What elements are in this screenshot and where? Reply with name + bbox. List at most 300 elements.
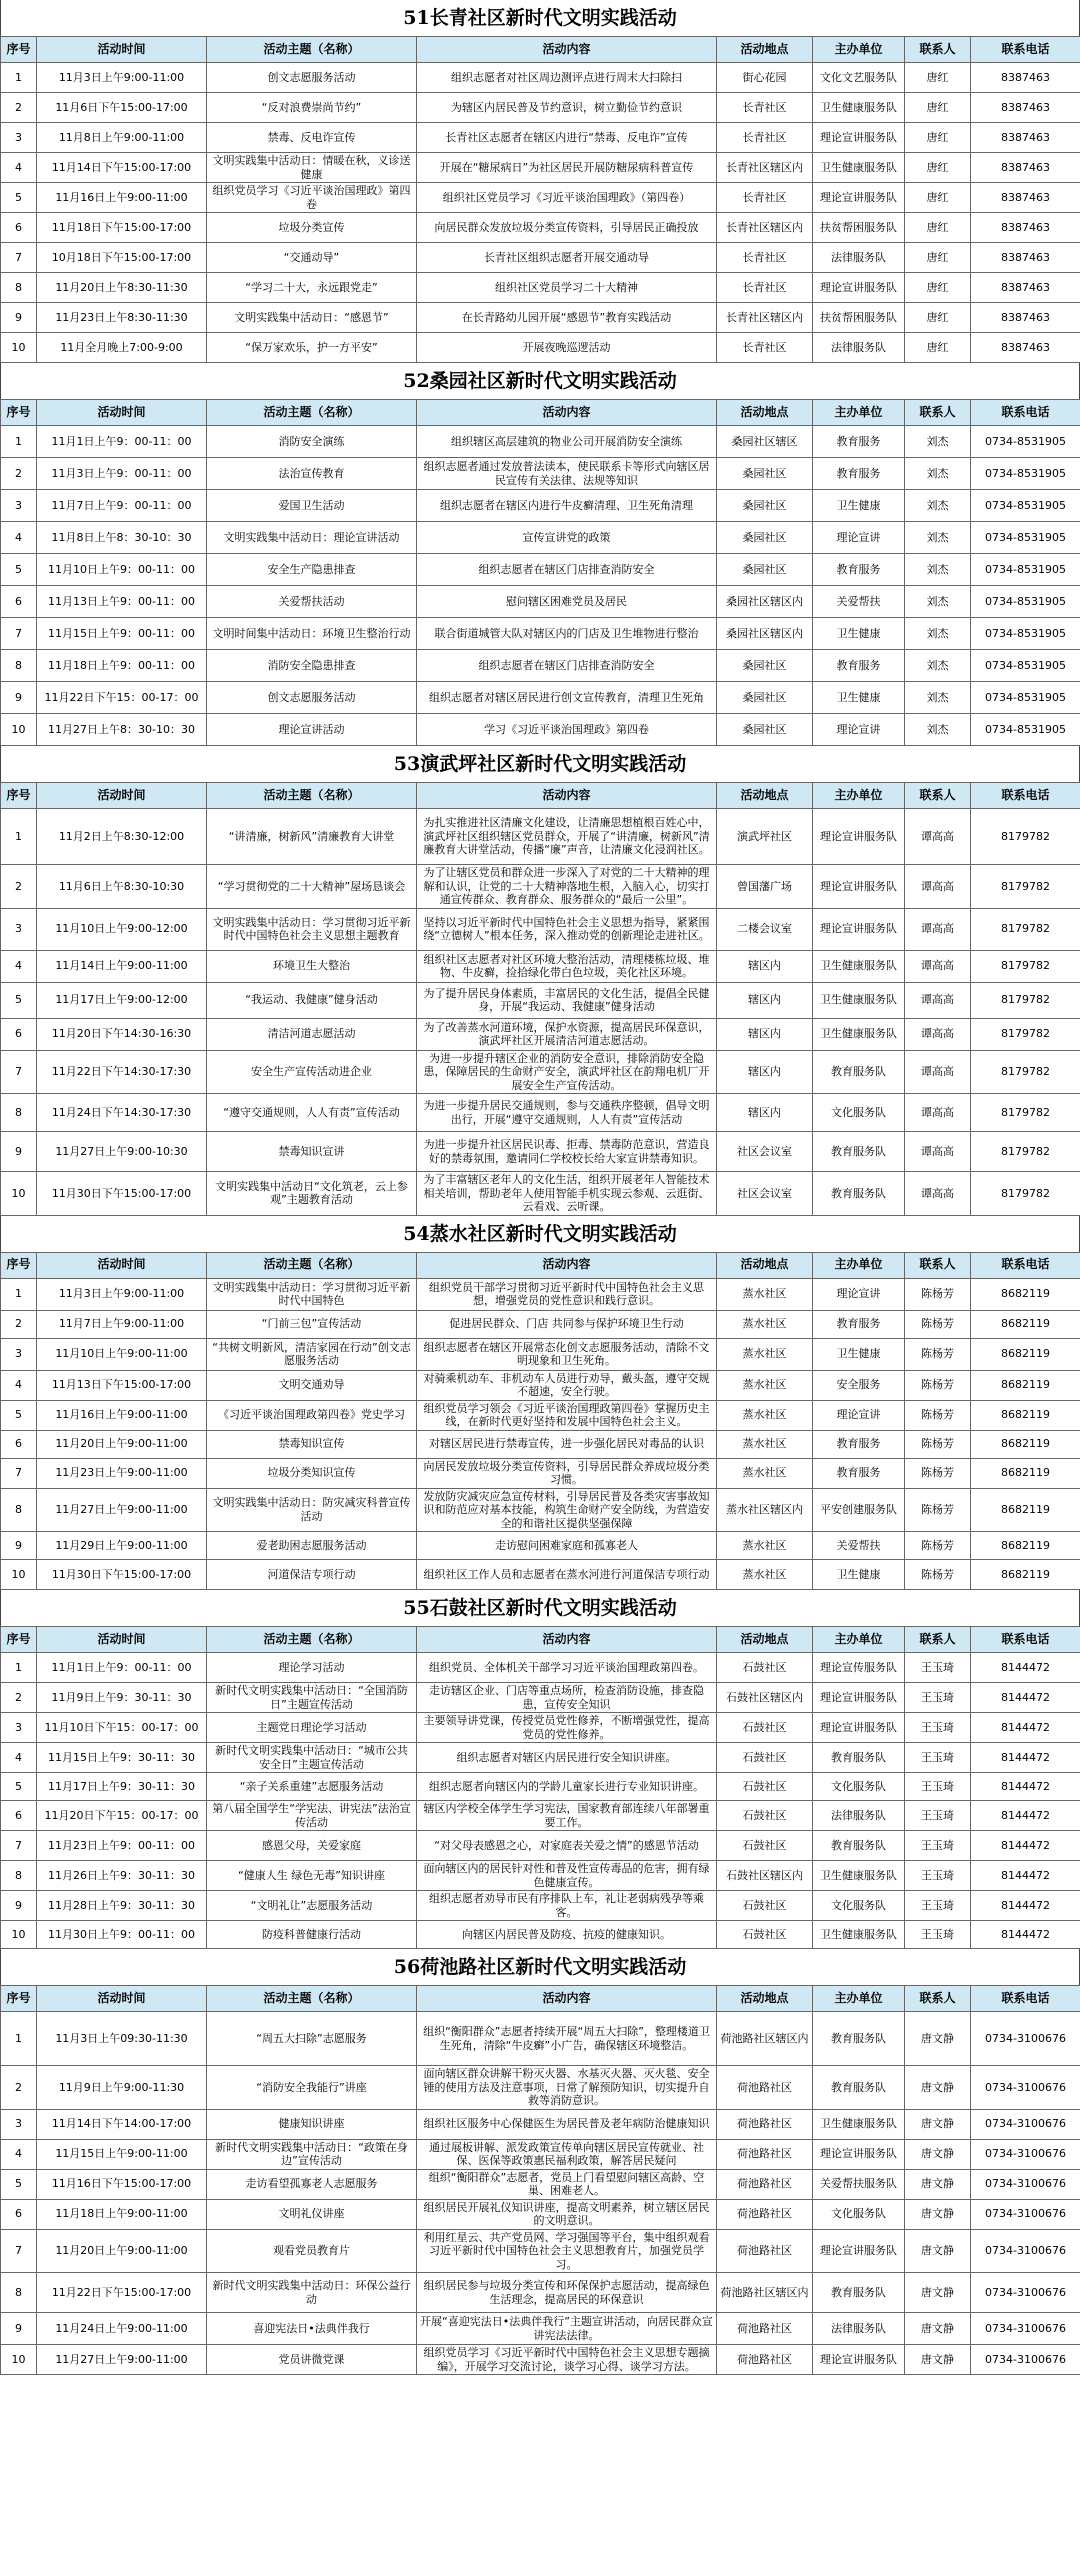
table-cell: 8179782 [971, 1132, 1080, 1172]
table-cell: 理论宣讲服务队 [813, 183, 905, 213]
table-row [1, 123, 1080, 153]
table-cell: 8682119 [971, 1560, 1080, 1590]
table-cell: 陈杨芳 [905, 1560, 971, 1590]
table-cell: 11月23日上午9：00-11：00 [37, 1831, 207, 1861]
table-cell: “学习贯彻党的二十大精神”屋场恳谈会 [207, 865, 417, 909]
table-cell: 组织党员学习《习近平新时代中国特色社会主义思想专题摘编》，开展学习交流讨论，谈学习心得、谈学习方法。 [417, 2345, 717, 2375]
table-cell: 谭高高 [905, 950, 971, 982]
column-header: 主办单位 [813, 400, 905, 426]
table-cell: 11月17日上午9:00-12:00 [37, 982, 207, 1018]
table-row [1, 458, 1080, 490]
table-cell: 走访慰问困难家庭和孤寡老人 [417, 1532, 717, 1560]
table-cell: 8179782 [971, 1172, 1080, 1216]
column-header: 活动时间 [37, 1627, 207, 1653]
table-cell: 2 [1, 865, 37, 909]
table-cell: 8682119 [971, 1278, 1080, 1310]
table-cell: 主要领导讲党课，传授党员党性修养，不断增强党性，提高党员的党性修养。 [417, 1713, 717, 1743]
column-header: 活动时间 [37, 1986, 207, 2012]
table-cell: 为了让辖区党员和群众进一步深入了对党的二十大精神的理解和认识，让党的二十大精神落地生根，入脑入心，切实打通宣传群众、教育群众、服务群众的“最后一公里”。 [417, 865, 717, 909]
table-cell: 教育服务队 [813, 2012, 905, 2066]
table-header-row [1, 37, 1080, 63]
table-cell: 6 [1, 2199, 37, 2229]
table-cell: 陈杨芳 [905, 1532, 971, 1560]
table-cell: 教育服务 [813, 458, 905, 490]
table-row [1, 2229, 1080, 2273]
table-cell: 11月7日上午9：00-11：00 [37, 490, 207, 522]
table-cell: 8387463 [971, 303, 1080, 333]
table-row [1, 243, 1080, 273]
table-cell: 感恩父母，关爱家庭 [207, 1831, 417, 1861]
table-cell: 扶贫帮困服务队 [813, 213, 905, 243]
table-row [1, 1400, 1080, 1430]
table-cell: 8387463 [971, 183, 1080, 213]
table-header-row [1, 1986, 1080, 2012]
column-header: 活动主题（名称） [207, 1252, 417, 1278]
table-cell: 法律服务队 [813, 2313, 905, 2345]
table-cell: 11月18日下午15:00-17:00 [37, 213, 207, 243]
table-cell: 面向辖区内的居民针对性和普及性宣传毒品的危害，拥有绿色健康宣传。 [417, 1861, 717, 1891]
table-cell: 10月18日下午15:00-17:00 [37, 243, 207, 273]
table-cell: 理论宣讲服务队 [813, 1683, 905, 1713]
table-cell: 2 [1, 1310, 37, 1338]
table-cell: 0734-8531905 [971, 586, 1080, 618]
table-cell: 创文志愿服务活动 [207, 682, 417, 714]
table-cell: 刘杰 [905, 458, 971, 490]
table-cell: 文明实践集中活动日：防灾减灾科普宣传活动 [207, 1488, 417, 1532]
table-cell: 王玉琦 [905, 1713, 971, 1743]
column-header: 主办单位 [813, 37, 905, 63]
table-cell: 陈杨芳 [905, 1400, 971, 1430]
table-cell: 荷池路社区 [717, 2109, 813, 2139]
table-cell: 刘杰 [905, 618, 971, 650]
table-cell: 文化文艺服务队 [813, 63, 905, 93]
table-cell: 8179782 [971, 1018, 1080, 1050]
table-cell: 4 [1, 1370, 37, 1400]
table-cell: 防疫科普健康行活动 [207, 1921, 417, 1949]
table-cell: 王玉琦 [905, 1683, 971, 1713]
table-cell: 4 [1, 950, 37, 982]
table-cell: 组织志愿者在辖区门店排查消防安全 [417, 554, 717, 586]
table-cell: 7 [1, 243, 37, 273]
column-header: 活动主题（名称） [207, 400, 417, 426]
table-cell: 《习近平谈治国理政第四卷》党史学习 [207, 1400, 417, 1430]
table-cell: 法律服务队 [813, 243, 905, 273]
table-cell: “反对浪费崇尚节约” [207, 93, 417, 123]
table-cell: 3 [1, 1713, 37, 1743]
table-cell: 桑园社区 [717, 490, 813, 522]
table-cell: 王玉琦 [905, 1861, 971, 1891]
table-row [1, 153, 1080, 183]
column-header: 活动地点 [717, 1627, 813, 1653]
table-row [1, 809, 1080, 865]
table-cell: 卫生健康服务队 [813, 982, 905, 1018]
table-cell: 开展“喜迎宪法日•法典伴我行”主题宣讲活动，向居民群众宣讲宪法法律。 [417, 2313, 717, 2345]
table-row [1, 426, 1080, 458]
column-header: 活动主题（名称） [207, 783, 417, 809]
table-cell: 河道保洁专项行动 [207, 1560, 417, 1590]
table-cell: 6 [1, 586, 37, 618]
table-cell: 4 [1, 153, 37, 183]
table-cell: 3 [1, 908, 37, 950]
table-cell: 新时代文明实践集中活动日：环保公益行动 [207, 2273, 417, 2313]
table-cell: 石鼓社区 [717, 1743, 813, 1773]
table-cell: 理论宣讲服务队 [813, 908, 905, 950]
table-cell: 8682119 [971, 1488, 1080, 1532]
table-cell: 11月27日上午8：30-10：30 [37, 714, 207, 746]
table-cell: 11月15日上午9:00-11:00 [37, 2139, 207, 2169]
table-cell: 8 [1, 1488, 37, 1532]
table-cell: 法律服务队 [813, 333, 905, 363]
table-cell: 联合街道城管大队对辖区内的门店及卫生堆物进行整治 [417, 618, 717, 650]
table-cell: 宣传宣讲党的政策 [417, 522, 717, 554]
table-cell: 环境卫生大整治 [207, 950, 417, 982]
table-row [1, 1370, 1080, 1400]
table-cell: 刘杰 [905, 586, 971, 618]
table-cell: 荷池路社区 [717, 2169, 813, 2199]
table-cell: 王玉琦 [905, 1801, 971, 1831]
table-cell: 11月27日上午9:00-11:00 [37, 2345, 207, 2375]
table-cell: 理论宣讲活动 [207, 714, 417, 746]
table-row [1, 1172, 1080, 1216]
table-cell: 促进居民群众、门店 共同参与保护环境卫生行动 [417, 1310, 717, 1338]
table-cell: 学习《习近平谈治国理政》第四卷 [417, 714, 717, 746]
table-cell: 5 [1, 183, 37, 213]
table-cell: 文化服务队 [813, 1773, 905, 1801]
table-cell: 理论宣讲服务队 [813, 865, 905, 909]
table-cell: 11月18日上午9：00-11：00 [37, 650, 207, 682]
table-row [1, 1458, 1080, 1488]
table-cell: 0734-3100676 [971, 2066, 1080, 2110]
table-cell: 陈杨芳 [905, 1370, 971, 1400]
table-cell: 9 [1, 1132, 37, 1172]
table-cell: 关爱帮扶 [813, 1532, 905, 1560]
table-cell: 通过展板讲解、派发政策宣传单向辖区居民宣传就业、社保、医保等政策惠民福利政策，解答居民疑问 [417, 2139, 717, 2169]
table-cell: 8179782 [971, 950, 1080, 982]
table-cell: 蒸水社区 [717, 1532, 813, 1560]
table-row [1, 1831, 1080, 1861]
table-cell: 11月20日下午14:30-16:30 [37, 1018, 207, 1050]
table-cell: 10 [1, 714, 37, 746]
table-row [1, 1532, 1080, 1560]
table-cell: “周五大扫除”志愿服务 [207, 2012, 417, 2066]
table-cell: 谭高高 [905, 1172, 971, 1216]
table-cell: 11月7日上午9:00-11:00 [37, 1310, 207, 1338]
table-cell: 辖区内 [717, 1094, 813, 1132]
table-cell: 向居民群众发放垃圾分类宣传资料，引导居民正确投放 [417, 213, 717, 243]
table-cell: 11月22日下午15：00-17：00 [37, 682, 207, 714]
table-cell: 8387463 [971, 123, 1080, 153]
table-cell: 社区会议室 [717, 1132, 813, 1172]
table-cell: 8387463 [971, 93, 1080, 123]
table-cell: 8179782 [971, 982, 1080, 1018]
table-cell: 唐文静 [905, 2199, 971, 2229]
table-cell: 组织志愿者在辖区开展常态化创文志愿服务活动，清除不文明现象和卫生死角。 [417, 1338, 717, 1370]
table-cell: 文明实践集中活动日：理论宣讲活动 [207, 522, 417, 554]
table-cell: 桑园社区 [717, 682, 813, 714]
table-cell: 组织“衡阳群众”志愿者持续开展“周五大扫除”，整理楼道卫生死角，清除“牛皮癣”小广告，确保辖区环境整洁。 [417, 2012, 717, 2066]
table-cell: 组织社区志愿者对社区环境大整治活动，清理楼栋垃圾、堆物、牛皮癣，捡拾绿化带白色垃圾，美化社区环境。 [417, 950, 717, 982]
table-cell: 教育服务队 [813, 2066, 905, 2110]
table-cell: 教育服务 [813, 1430, 905, 1458]
table-cell: 8179782 [971, 865, 1080, 909]
table-cell: 理论宣讲服务队 [813, 2345, 905, 2375]
table-cell: 长青社区 [717, 183, 813, 213]
table-cell: 组织社区工作人员和志愿者在蒸水河进行河道保洁专项行动 [417, 1560, 717, 1590]
table-cell: 开展夜晚巡逻活动 [417, 333, 717, 363]
table-cell: 8179782 [971, 1050, 1080, 1094]
table-row [1, 1743, 1080, 1773]
table-row [1, 982, 1080, 1018]
table-cell: 石鼓社区 [717, 1713, 813, 1743]
table-cell: 7 [1, 2229, 37, 2273]
column-header: 序号 [1, 783, 37, 809]
table-cell: 组织志愿者对社区周边测评点进行周末大扫除扫 [417, 63, 717, 93]
table-cell: 主题党日理论学习活动 [207, 1713, 417, 1743]
column-header: 联系电话 [971, 400, 1080, 426]
table-cell: 8 [1, 1861, 37, 1891]
table-cell: 教育服务 [813, 554, 905, 586]
table-cell: 8682119 [971, 1532, 1080, 1560]
table-cell: 理论宣讲服务队 [813, 1713, 905, 1743]
column-header: 活动地点 [717, 400, 813, 426]
table-row [1, 1713, 1080, 1743]
table-cell: 唐红 [905, 303, 971, 333]
table-row [1, 1278, 1080, 1310]
table-cell: “遵守交通规则，人人有责”宣传活动 [207, 1094, 417, 1132]
table-cell: 组织辖区高层建筑的物业公司开展消防安全演练 [417, 426, 717, 458]
column-header: 活动内容 [417, 1252, 717, 1278]
table-cell: 文化服务队 [813, 1094, 905, 1132]
table-row [1, 2139, 1080, 2169]
table-cell: 演武坪社区 [717, 809, 813, 865]
table-cell: 为了丰富辖区老年人的文化生活，组织开展老年人智能技术相关培训，帮助老年人使用智能手机实现云参观、云逛街、云看戏、云听课。 [417, 1172, 717, 1216]
table-cell: 3 [1, 490, 37, 522]
table-cell: 刘杰 [905, 714, 971, 746]
table-cell: 0734-8531905 [971, 490, 1080, 522]
table-cell: 蒸水社区 [717, 1400, 813, 1430]
table-cell: 8682119 [971, 1310, 1080, 1338]
table-cell: 10 [1, 1172, 37, 1216]
table-cell: 0734-8531905 [971, 426, 1080, 458]
table-row [1, 1921, 1080, 1949]
table-cell: 1 [1, 1653, 37, 1683]
table-cell: 0734-8531905 [971, 714, 1080, 746]
column-header: 活动地点 [717, 1252, 813, 1278]
table-cell: 8144472 [971, 1653, 1080, 1683]
table-cell: 平安创建服务队 [813, 1488, 905, 1532]
table-cell: 11月22日下午14:30-17:30 [37, 1050, 207, 1094]
table-cell: 11月10日上午9:00-11:00 [37, 1338, 207, 1370]
table-cell: 荷池路社区辖区内 [717, 2273, 813, 2313]
table-cell: 为了提升居民身体素质，丰富居民的文化生活，提倡全民健身，开展“我运动、我健康”健身活动 [417, 982, 717, 1018]
table-row [1, 1132, 1080, 1172]
column-header: 联系电话 [971, 1252, 1080, 1278]
table-cell: 刘杰 [905, 682, 971, 714]
table-cell: 组织志愿者在辖区门店排查消防安全 [417, 650, 717, 682]
table-cell: 11月27日上午9:00-10:30 [37, 1132, 207, 1172]
table-cell: 唐文静 [905, 2345, 971, 2375]
table-cell: 石鼓社区 [717, 1921, 813, 1949]
table-header-row [1, 400, 1080, 426]
table-cell: 组织居民参与垃圾分类宣传和环保保护志愿活动，提高绿色生活理念，提高居民的环保意识 [417, 2273, 717, 2313]
table-row [1, 650, 1080, 682]
table-cell: 爱老助困志愿服务活动 [207, 1532, 417, 1560]
table-cell: 陈杨芳 [905, 1458, 971, 1488]
table-cell: 11月26日上午9：30-11：30 [37, 1861, 207, 1891]
table-cell: 蒸水社区辖区内 [717, 1488, 813, 1532]
table-cell: 蒸水社区 [717, 1338, 813, 1370]
table-cell: 桑园社区辖区内 [717, 618, 813, 650]
table-cell: 桑园社区辖区 [717, 426, 813, 458]
table-cell: 长青社区辖区内 [717, 303, 813, 333]
table-cell: 理论学习活动 [207, 1653, 417, 1683]
table-cell: “文明礼让”志愿服务活动 [207, 1891, 417, 1921]
table-header-row [1, 783, 1080, 809]
table-cell: 桑园社区 [717, 554, 813, 586]
table-cell: 8144472 [971, 1891, 1080, 1921]
column-header: 活动内容 [417, 783, 717, 809]
table-cell: 谭高高 [905, 1094, 971, 1132]
table-cell: 组织党员、全体机关干部学习习近平谈治国理政第四卷。 [417, 1653, 717, 1683]
section-title: 51长青社区新时代文明实践活动 [0, 0, 1080, 36]
table-cell: 陈杨芳 [905, 1338, 971, 1370]
table-cell: 卫生健康服务队 [813, 1861, 905, 1891]
table-row [1, 522, 1080, 554]
table-cell: 11月16日上午9:00-11:00 [37, 183, 207, 213]
table-cell: 蒸水社区 [717, 1310, 813, 1338]
table-cell: 6 [1, 1801, 37, 1831]
table-cell: 长青社区 [717, 273, 813, 303]
table-row [1, 1560, 1080, 1590]
table-cell: 教育服务 [813, 1458, 905, 1488]
table-cell: 1 [1, 1278, 37, 1310]
table-cell: 11月24日下午14:30-17:30 [37, 1094, 207, 1132]
table-cell: 坚持以习近平新时代中国特色社会主义思想为指导，紧紧围绕“立德树人”根本任务，深入推动党的创新理论走进社区。 [417, 908, 717, 950]
table-cell: 11月10日下午15：00-17：00 [37, 1713, 207, 1743]
table-cell: “共树文明新风，清洁家园在行动”创文志愿服务活动 [207, 1338, 417, 1370]
table-cell: 石鼓社区 [717, 1773, 813, 1801]
table-cell: “交通动导” [207, 243, 417, 273]
table-cell: 荷池路社区 [717, 2345, 813, 2375]
table-cell: 文化服务队 [813, 2199, 905, 2229]
table-cell: 8 [1, 2273, 37, 2313]
table-cell: 0734-8531905 [971, 650, 1080, 682]
column-header: 活动地点 [717, 37, 813, 63]
table-row [1, 950, 1080, 982]
table-cell: 文明实践集中活动日：学习贯彻习近平新时代中国特色 [207, 1278, 417, 1310]
table-cell: 11月14日下午14:00-17:00 [37, 2109, 207, 2139]
table-cell: 组织志愿者对辖区内居民进行安全知识讲座。 [417, 1743, 717, 1773]
table-cell: “讲清廉，树新风”清廉教育大讲堂 [207, 809, 417, 865]
table-cell: 11月3日上午9:00-11:00 [37, 1278, 207, 1310]
table-cell: 8682119 [971, 1370, 1080, 1400]
table-cell: 1 [1, 809, 37, 865]
table-cell: 组织党员学习领会《习近平谈治国理政第四卷》掌握历史主线，在新时代更好坚持和发展中国特色社会主义。 [417, 1400, 717, 1430]
table-cell: 唐红 [905, 183, 971, 213]
column-header: 联系人 [905, 37, 971, 63]
table-cell: 禁毒知识宣讲 [207, 1132, 417, 1172]
table-cell: 8682119 [971, 1430, 1080, 1458]
column-header: 活动时间 [37, 400, 207, 426]
table-cell: 安全服务 [813, 1370, 905, 1400]
table-cell: 8179782 [971, 1094, 1080, 1132]
section-title: 56荷池路社区新时代文明实践活动 [0, 1949, 1080, 1985]
table-cell: 唐红 [905, 243, 971, 273]
column-header: 活动主题（名称） [207, 1627, 417, 1653]
table-cell: 4 [1, 522, 37, 554]
table-cell: 石鼓社区 [717, 1891, 813, 1921]
table-cell: 创文志愿服务活动 [207, 63, 417, 93]
column-header: 联系人 [905, 400, 971, 426]
table-cell: 5 [1, 982, 37, 1018]
table-cell: 0734-3100676 [971, 2139, 1080, 2169]
table-cell: 蒸水社区 [717, 1278, 813, 1310]
column-header: 联系电话 [971, 1627, 1080, 1653]
activity-table [0, 782, 1080, 1216]
table-cell: “对父母表感恩之心，对家庭表关爱之情”的感恩节活动 [417, 1831, 717, 1861]
table-cell: 关爱帮扶服务队 [813, 2169, 905, 2199]
table-cell: 8387463 [971, 333, 1080, 363]
table-cell: 刘杰 [905, 650, 971, 682]
table-cell: 唐红 [905, 93, 971, 123]
table-cell: 11月20日下午15：00-17：00 [37, 1801, 207, 1831]
table-cell: 卫生健康服务队 [813, 93, 905, 123]
table-cell: 8144472 [971, 1831, 1080, 1861]
column-header: 序号 [1, 1627, 37, 1653]
table-cell: 6 [1, 1430, 37, 1458]
table-cell: 理论宣传服务队 [813, 1653, 905, 1683]
table-row [1, 1050, 1080, 1094]
table-cell: 11月14日下午15:00-17:00 [37, 153, 207, 183]
table-cell: 陈杨芳 [905, 1310, 971, 1338]
table-cell: 8387463 [971, 153, 1080, 183]
table-cell: 教育服务 [813, 1310, 905, 1338]
table-cell: 文明实践集中活动日：学习贯彻习近平新时代中国特色社会主义思想主题教育 [207, 908, 417, 950]
table-row [1, 2012, 1080, 2066]
table-cell: 二楼会议室 [717, 908, 813, 950]
table-cell: “我运动、我健康”健身活动 [207, 982, 417, 1018]
table-cell: 唐红 [905, 273, 971, 303]
table-cell: “消防安全我能行”讲座 [207, 2066, 417, 2110]
table-cell: 辖区内 [717, 950, 813, 982]
table-cell: 王玉琦 [905, 1773, 971, 1801]
table-row [1, 1430, 1080, 1458]
column-header: 联系人 [905, 1252, 971, 1278]
table-cell: 8 [1, 273, 37, 303]
table-cell: 3 [1, 1338, 37, 1370]
table-cell: “学习二十大，永远跟党走” [207, 273, 417, 303]
table-cell: 谭高高 [905, 1132, 971, 1172]
table-row [1, 2066, 1080, 2110]
table-cell: 桑园社区 [717, 714, 813, 746]
table-row [1, 714, 1080, 746]
table-cell: 0734-8531905 [971, 554, 1080, 586]
table-cell: 王玉琦 [905, 1891, 971, 1921]
table-cell: 组织志愿者在辖区内进行牛皮癣清理、卫生死角清理 [417, 490, 717, 522]
table-cell: 长青社区 [717, 93, 813, 123]
table-cell: 11月16日上午9:00-11:00 [37, 1400, 207, 1430]
table-row [1, 1801, 1080, 1831]
table-cell: 7 [1, 1831, 37, 1861]
table-cell: 理论宣讲 [813, 1400, 905, 1430]
table-cell: 8387463 [971, 243, 1080, 273]
table-cell: 11月1日上午9：00-11：00 [37, 1653, 207, 1683]
table-row [1, 908, 1080, 950]
table-cell: 荷池路社区辖区内 [717, 2012, 813, 2066]
table-cell: 8179782 [971, 809, 1080, 865]
table-cell: 在长青路幼儿园开展“感恩节”教育实践活动 [417, 303, 717, 333]
table-cell: 组织志愿者对辖区居民进行创文宣传教育，清理卫生死角 [417, 682, 717, 714]
